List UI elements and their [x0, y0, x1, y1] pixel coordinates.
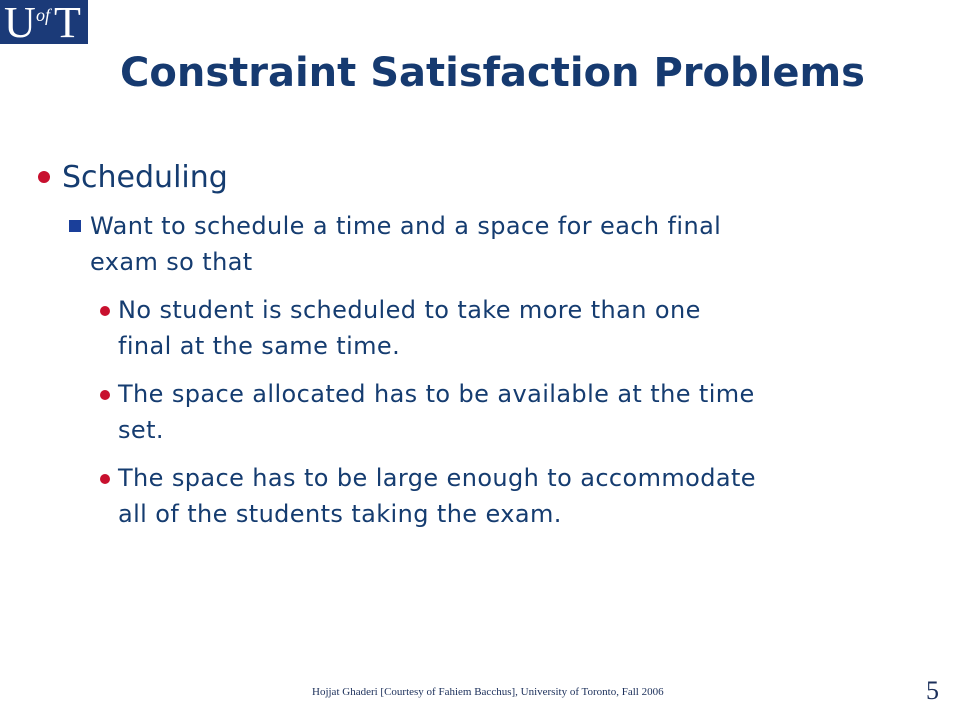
square-bullet-icon	[69, 220, 81, 232]
logo-letter-t: T	[54, 0, 81, 44]
bullet-text: The space has to be large enough to accommodate all of the students taking the exam.	[118, 464, 756, 528]
logo-letter-of: of	[36, 5, 51, 25]
bullet-item-level2	[90, 208, 930, 280]
bullet-item-level3	[118, 292, 938, 364]
bullet-text: Want to schedule a time and a space for each final exam so that	[90, 212, 722, 276]
bullet-item-level1	[62, 156, 228, 200]
round-bullet-icon	[100, 306, 110, 316]
bullet-text: Scheduling	[62, 160, 228, 195]
university-logo	[0, 0, 88, 44]
bullet-item-level3	[118, 460, 938, 532]
round-bullet-icon	[100, 474, 110, 484]
bullet-item-level3	[118, 376, 938, 448]
round-bullet-icon	[100, 390, 110, 400]
bullet-text: No student is scheduled to take more than one final at the same time.	[118, 296, 701, 360]
logo-letter-u: U	[4, 0, 36, 44]
page-number: 5	[926, 676, 939, 705]
slide-footer: Hojjat Ghaderi [Courtesy of Fahiem Bacchus], University of Toronto, Fall 2006	[312, 686, 664, 698]
bullet-text: The space allocated has to be available at the time set.	[118, 380, 755, 444]
slide-title: Constraint Satisfaction Problems	[120, 50, 865, 96]
round-bullet-icon	[38, 171, 50, 183]
